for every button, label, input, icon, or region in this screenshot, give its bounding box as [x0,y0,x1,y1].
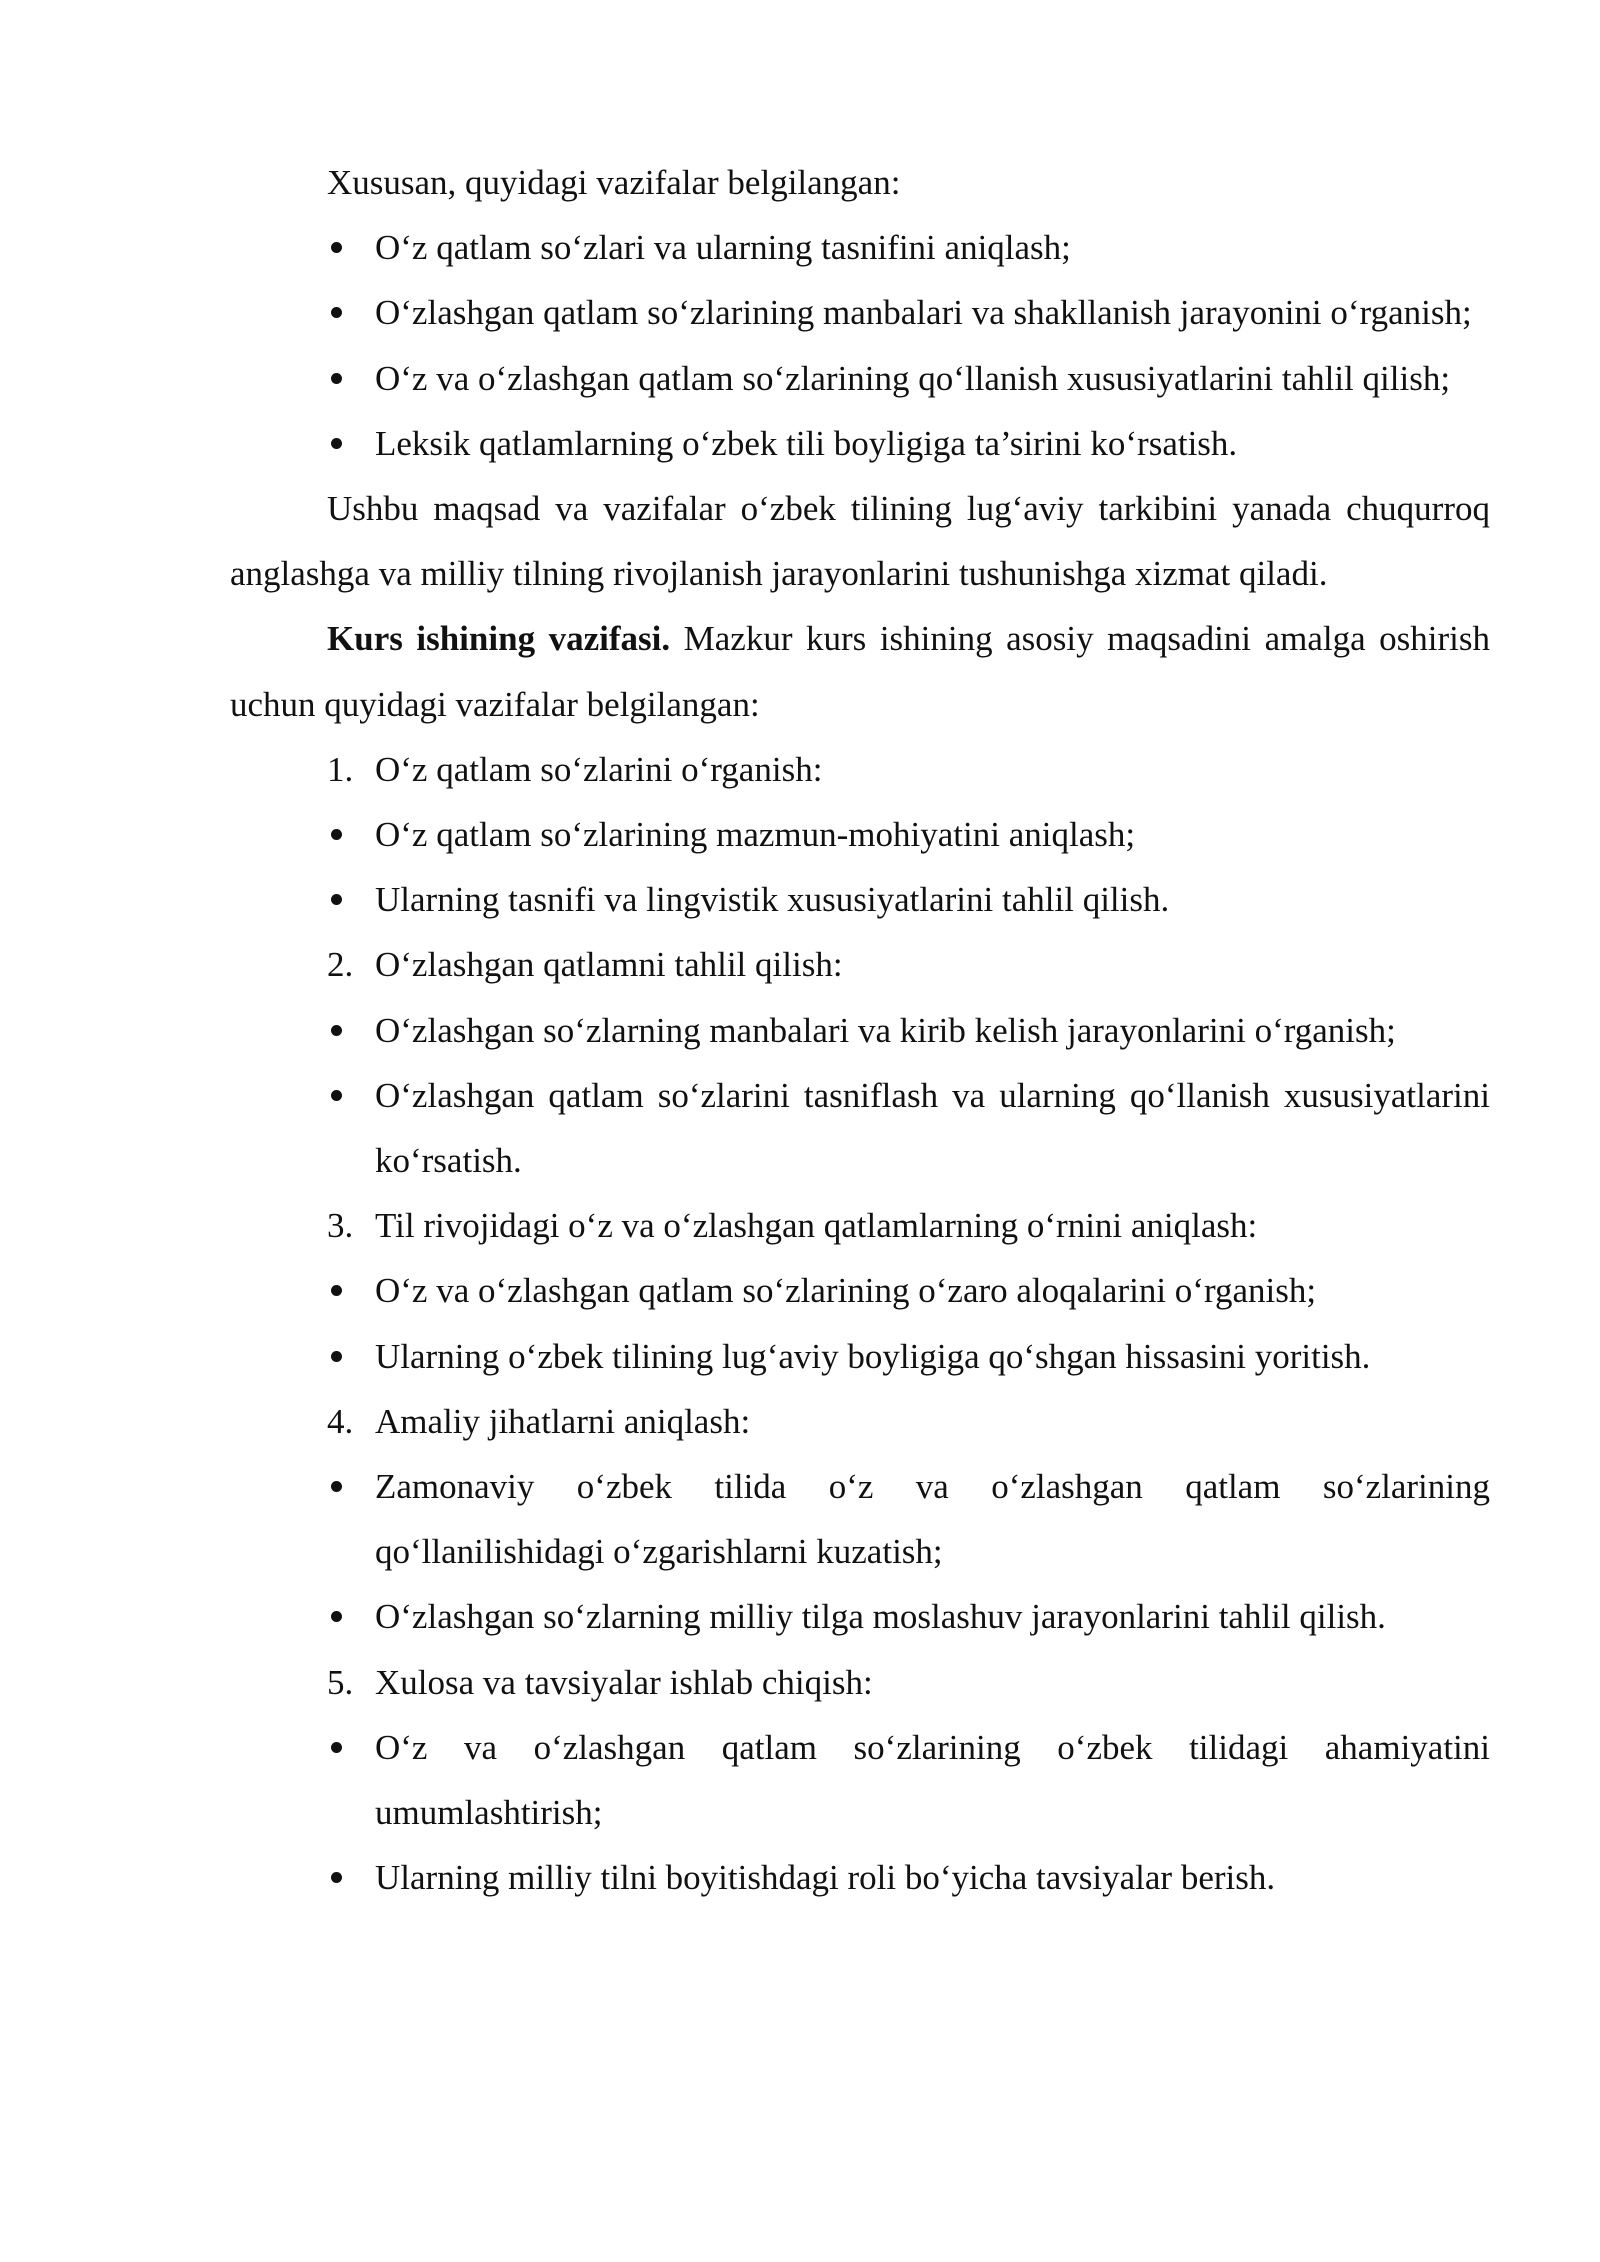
list-item [230,802,1490,867]
list-item-text: Xulosa va tavsiyalar ishlab chiqish: [375,1662,873,1702]
bullet-icon [331,1285,342,1296]
bullet-icon [331,1742,342,1753]
item-number: 1. [327,749,354,789]
list-item-text: O‘zlashgan qatlam so‘zlarini tasniflash va ularning qo‘llanish xususiyatlarini ko‘rsatish. [375,1075,1490,1181]
list-item [230,215,1490,280]
item-number: 2. [327,945,354,985]
list-item [230,998,1490,1063]
list-item-text: O‘z qatlam so‘zlari va ularning tasnifini aniqlash; [375,228,1071,268]
bullet-icon [331,373,342,384]
numbered-item [230,1389,1490,1454]
list-item-text: O‘zlashgan qatlam so‘zlarining manbalari va shakllanish jarayonini o‘rganish; [375,293,1472,333]
intro-line: Xususan, quyidagi vazifalar belgilangan: [327,163,901,202]
list-item [230,280,1490,345]
list-item-text: Ularning milliy tilni boyitishdagi roli bo‘yicha tavsiyalar berish. [375,1858,1276,1898]
list-item [230,1454,1490,1584]
item-number: 5. [327,1662,354,1702]
list-item-text: O‘z va o‘zlashgan qatlam so‘zlarining o‘zbek tilidagi ahamiyatini umumlashtirish; [375,1727,1490,1833]
paragraph-text: Mazkur kurs ishining asosiy maqsadini amalga oshirish uchun quyidagi vazifalar belgilangan: [230,619,1490,724]
bullet-icon [331,1025,342,1036]
numbered-item [230,1650,1490,1715]
paragraph-goal-summary: Ushbu maqsad va vazifalar o‘zbek tilining lug‘aviy tarkibini yanada chuqurroq anglashga va milliy tilning rivojlanish jarayonlarini tushunishga xizmat qiladi. [230,489,1490,594]
task-list-2 [230,737,1490,1911]
list-item-text: O‘z va o‘zlashgan qatlam so‘zlarining o‘zaro aloqalarini o‘rganish; [375,1271,1317,1311]
list-item [230,1584,1490,1649]
list-item [230,1258,1490,1323]
list-item [230,867,1490,932]
list-item [230,346,1490,411]
bullet-icon [331,1611,342,1622]
numbered-item [230,1193,1490,1258]
bullet-icon [331,894,342,905]
list-item-text: Ularning o‘zbek tilining lug‘aviy boyligiga qo‘shgan hissasini yoritish. [375,1336,1371,1376]
list-item-text: Til rivojidagi o‘z va o‘zlashgan qatlamlarning o‘rnini aniqlash: [375,1206,1258,1246]
paragraph-tasks-intro [230,606,1490,736]
list-item [230,1063,1490,1193]
list-item [230,1715,1490,1845]
list-item-text: Amaliy jihatlarni aniqlash: [375,1401,751,1441]
numbered-item [230,932,1490,997]
task-list-1 [230,215,1490,476]
list-item [230,1845,1490,1910]
bullet-icon [331,438,342,449]
list-item-text: O‘zlashgan so‘zlarning milliy tilga moslashuv jarayonlarini tahlil qilish. [375,1597,1386,1637]
bullet-icon [331,829,342,840]
list-item-text: O‘z va o‘zlashgan qatlam so‘zlarining qo‘llanish xususiyatlarini tahlil qilish; [375,358,1451,398]
list-item-text: Ularning tasnifi va lingvistik xususiyatlarini tahlil qilish. [375,880,1170,920]
list-item-text: Zamonaviy o‘zbek tilida o‘z va o‘zlashgan qatlam so‘zlarining qo‘llanilishidagi o‘zgarishlarni kuzatish; [375,1467,1490,1572]
list-item [230,1324,1490,1389]
document-page [230,150,1490,1910]
list-item-text: O‘zlashgan so‘zlarning manbalari va kirib kelish jarayonlarini o‘rganish; [375,1010,1396,1050]
bullet-icon [331,1872,342,1883]
bullet-icon [331,242,342,253]
list-item-text: O‘z qatlam so‘zlarining mazmun-mohiyatini aniqlash; [375,815,1136,855]
numbered-item [230,737,1490,802]
item-number: 4. [327,1401,354,1441]
item-number: 3. [327,1206,354,1246]
bullet-icon [331,1351,342,1362]
list-item-text: O‘zlashgan qatlamni tahlil qilish: [375,945,843,985]
bullet-icon [331,1090,342,1101]
list-item [230,411,1490,476]
bullet-icon [331,1481,342,1492]
list-item-text: O‘z qatlam so‘zlarini o‘rganish: [375,749,823,789]
bullet-icon [331,307,342,318]
section-heading: Kurs ishining vazifasi. [327,619,671,659]
list-item-text: Leksik qatlamlarning o‘zbek tili boyligiga ta’sirini ko‘rsatish. [375,423,1238,463]
